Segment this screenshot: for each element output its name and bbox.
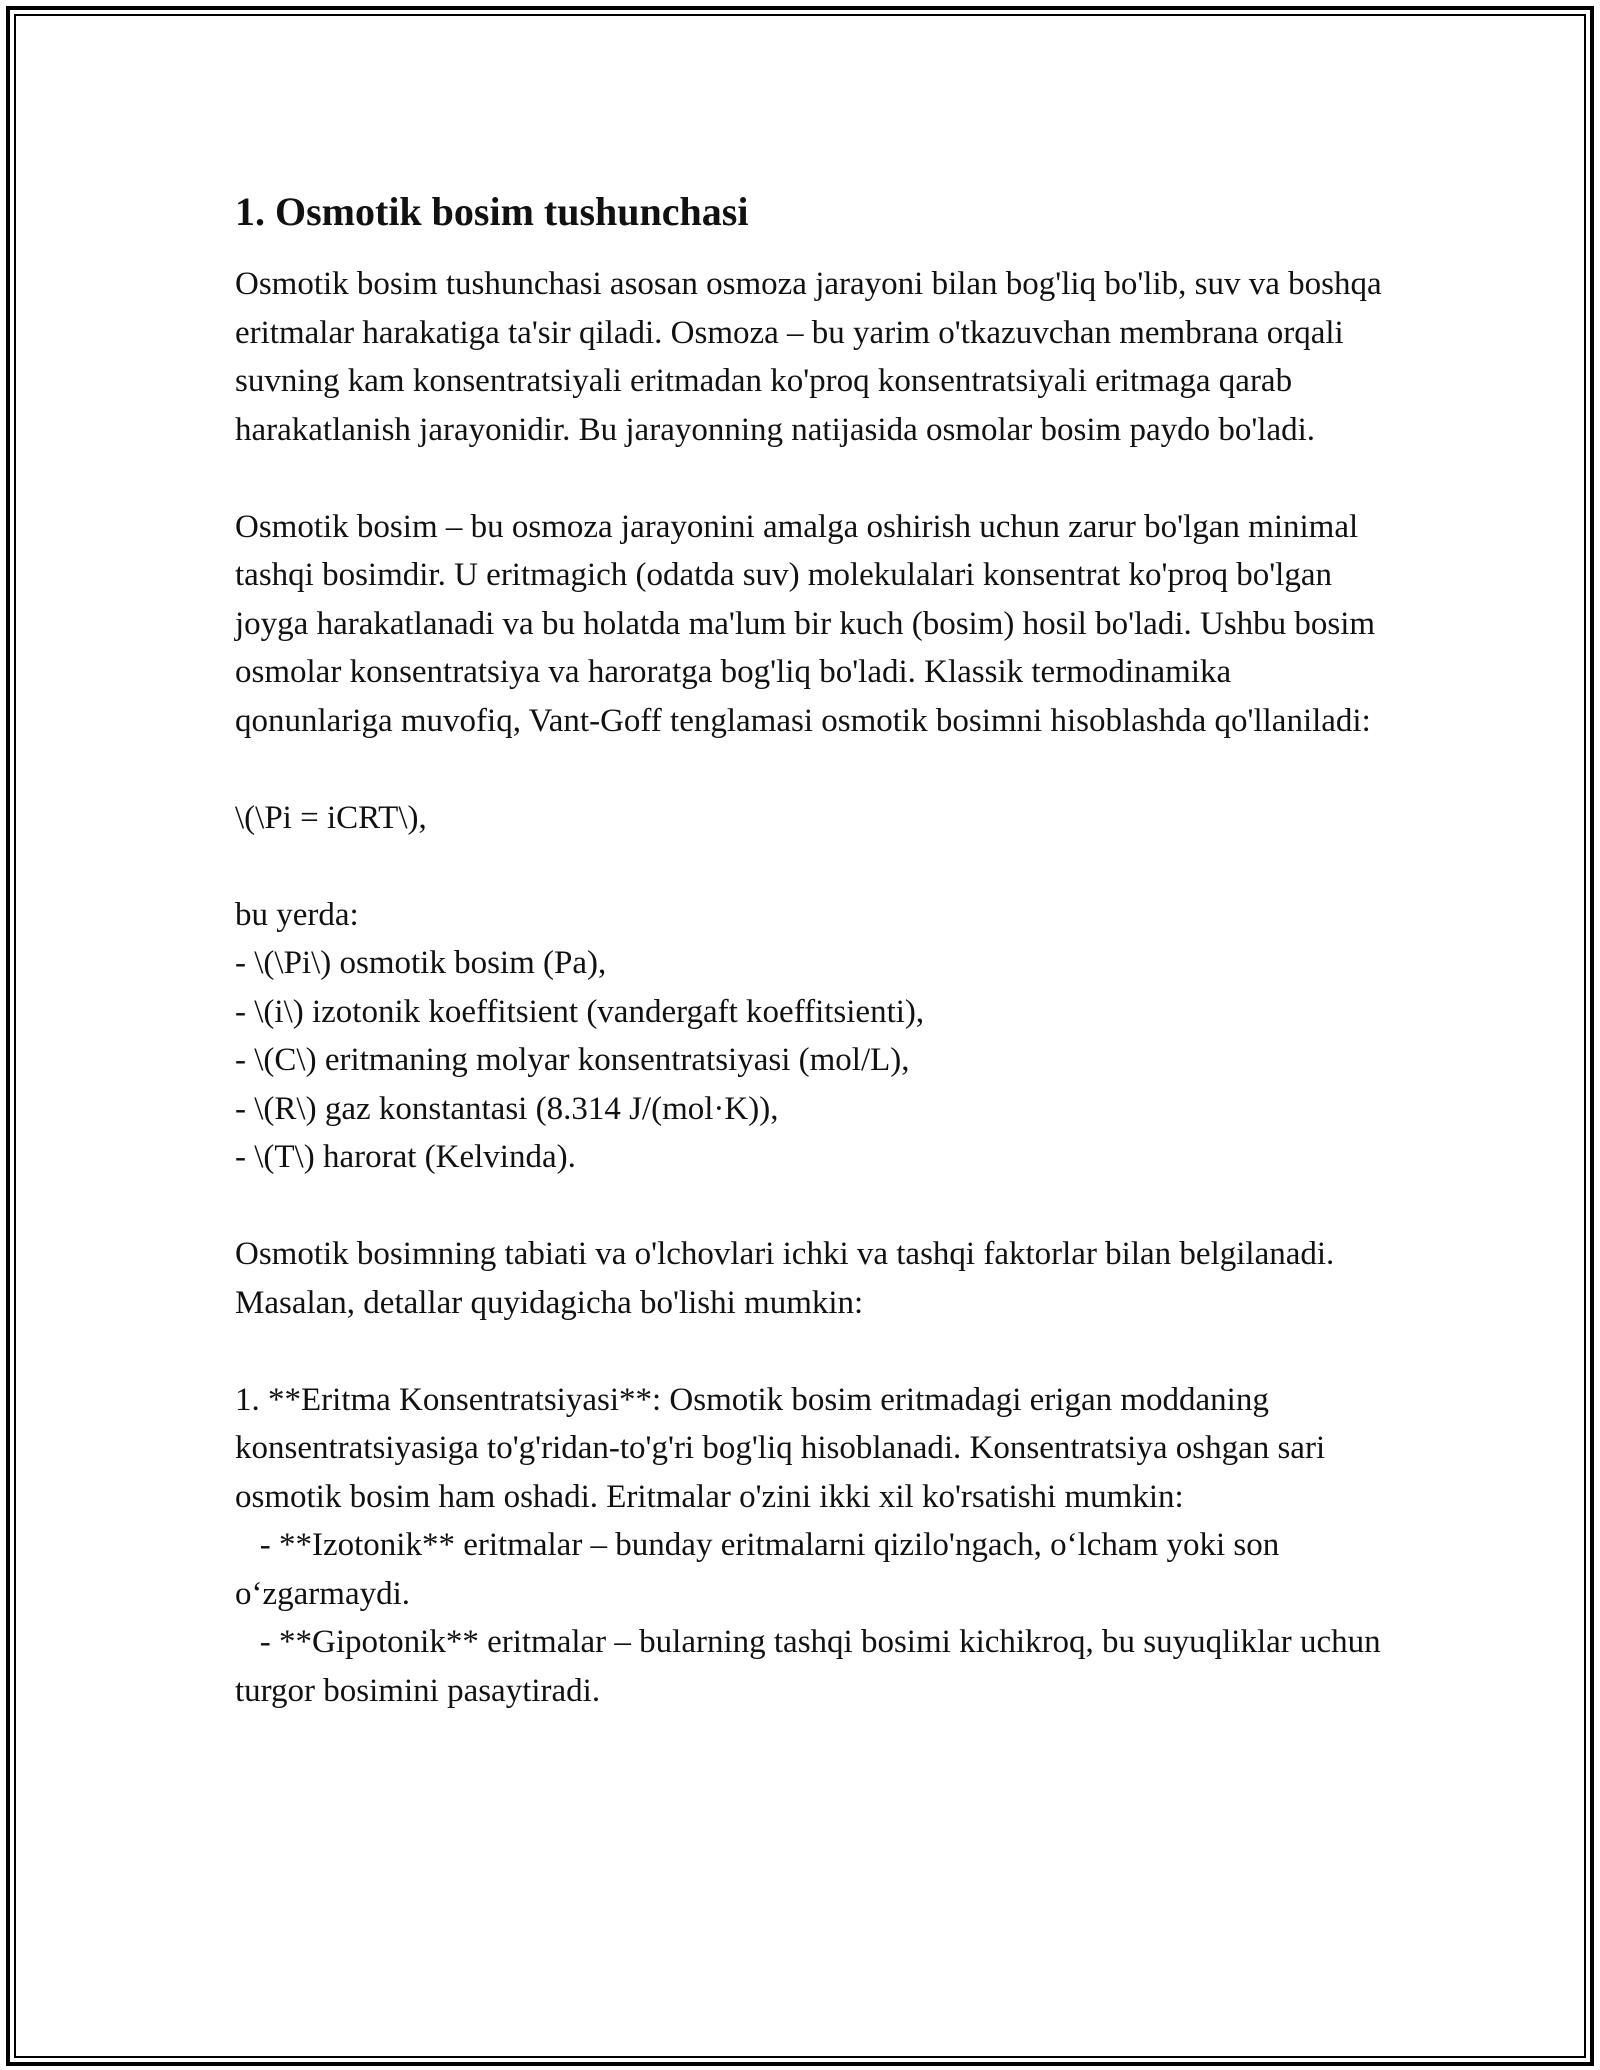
paragraph-osmosis-intro: Osmotik bosim tushunchasi asosan osmoza jarayoni bilan bog'liq bo'lib, suv va boshqa eritmalar harakatiga ta'sir qiladi. Osmoza – bu yarim o'tkazuvchan membrana orqali suvning kam konsentratsiyali eritmadan ko'proq konsentratsiyali eritmaga qarab harakatlanish jarayonidir. Bu jarayonning natijasida osmolar bosim paydo bo'ladi.: [235, 266, 1382, 448]
document-body: [235, 186, 1389, 1715]
list-item-concentration: 1. **Eritma Konsentratsiyasi**: Osmotik bosim eritmadagi erigan moddaning konsentratsiyasiga to'g'ridan-to'g'ri bog'liq hisoblanadi. Konsentratsiya oshgan sari osmotik bosim ham oshadi. Eritmalar o'zini ikki xil ko'rsatishi mumkin:: [235, 1381, 1326, 1515]
definition-item: - \(T\) harorat (Kelvinda).: [235, 1139, 576, 1175]
formula-vant-hoff: \(\Pi = iCRT\),: [235, 799, 427, 836]
definition-item: - \(i\) izotonik koeffitsient (vandergaft koeffitsienti),: [235, 993, 925, 1030]
definitions-intro: bu yerda:: [235, 896, 359, 933]
paragraph-gap: [235, 454, 1385, 503]
paragraph-gap: [235, 842, 1385, 891]
sub-item-isotonic: - **Izotonik** eritmalar – bunday eritmalarni qizilo'ngach, o‘lcham yoki son o‘zgarmaydi.: [235, 1527, 1288, 1612]
paragraph-gap: [235, 1182, 1385, 1231]
paragraph-gap: [235, 1327, 1385, 1376]
paragraph-gap: [235, 745, 1385, 794]
definition-item: - \(\Pi\) osmotik bosim (Pa),: [235, 945, 607, 981]
definition-item: - \(C\) eritmaning molyar konsentratsiyasi (mol/L),: [235, 1042, 910, 1078]
paragraph-factors: Osmotik bosimning tabiati va o'lchovlari ichki va tashqi faktorlar bilan belgilanadi. Masalan, detallar quyidagicha bo'lishi mumkin:: [235, 1236, 1335, 1321]
section-heading: 1. Osmotik bosim tushunchasi: [235, 189, 749, 234]
sub-item-hypotonic: - **Gipotonik** eritmalar – bularning tashqi bosimi kichikroq, bu suyuqliklar uchun turgor bosimini pasaytiradi.: [235, 1624, 1389, 1709]
paragraph-osmotic-pressure-definition: Osmotik bosim – bu osmoza jarayonini amalga oshirish uchun zarur bo'lgan minimal tashqi bosimdir. U eritmagich (odatda suv) molekulalari konsentrat ko'proq bo'lgan joyga harakatlanadi va bu holatda ma'lum bir kuch (bosim) hosil bo'ladi. Ushbu bosim osmolar konsentratsiya va haroratga bog'liq bo'ladi. Klassik termodinamika qonunlariga muvofiq, Vant-Goff tenglamasi osmotik bosimni hisoblashda qo'llaniladi:: [235, 508, 1376, 739]
definitions-list: [235, 891, 1385, 1182]
definition-item: - \(R\) gaz konstantasi (8.314 J/(mol·K)),: [235, 1090, 779, 1127]
